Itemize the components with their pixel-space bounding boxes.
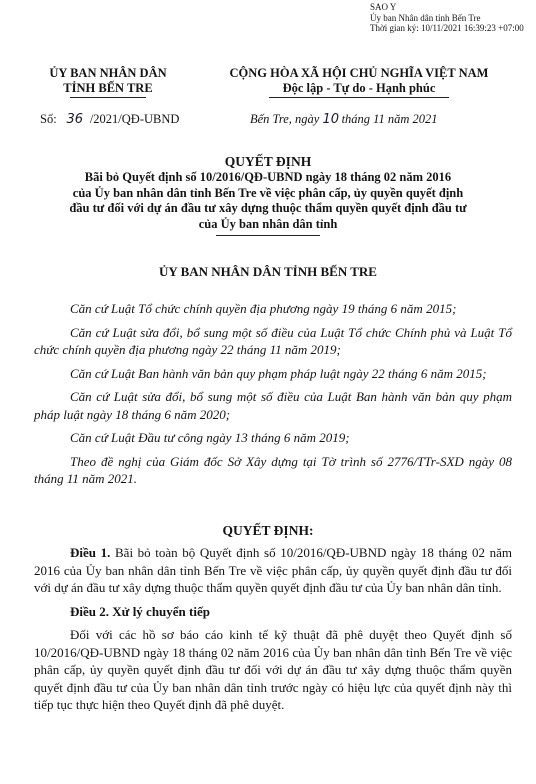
basis-item: Căn cứ Luật sửa đổi, bổ sung một số điều của Luật Tổ chức Chính phủ và Luật Tổ chức chính quyền địa phương ngày 22 tháng 11 năm 2019; xyxy=(34,324,512,357)
motto-underline xyxy=(269,97,449,98)
agency-line-2: TỈNH BẾN TRE xyxy=(63,81,153,95)
date-suffix: tháng 11 năm 2021 xyxy=(341,112,438,126)
ref-prefix: Số: xyxy=(40,112,57,126)
date-prefix: Bến Tre, ngày xyxy=(250,112,320,126)
title-line-2: của Ủy ban nhân dân tỉnh Bến Tre về việc phân cấp, ủy quyền quyết định xyxy=(72,185,464,200)
article-1-text: Bãi bỏ toàn bộ Quyết định số 10/2016/QĐ-UBND ngày 18 tháng 02 năm 2016 của Ủy ban nhân dân tỉnh Bến Tre về việc phân cấp, ủy quyền quyết định đầu tư đối với dự án đầu tư xây dựng thuộc thẩm quyền quyết định đầu tư của Ủy ban nhân dân tỉnh. xyxy=(34,545,513,595)
ref-suffix: /2021/QĐ-UBND xyxy=(89,112,180,126)
basis-item: Căn cứ Luật Tổ chức chính quyền địa phương ngày 19 tháng 6 năm 2015; xyxy=(70,301,457,316)
basis-item: Căn cứ Luật sửa đổi, bổ sung một số điều của Luật Ban hành văn bản quy phạm pháp luật ngày 18 tháng 6 năm 2020; xyxy=(34,389,512,422)
issuing-agency xyxy=(34,66,182,98)
document-title xyxy=(44,170,492,236)
title-line-4: của Ủy ban nhân dân tỉnh xyxy=(198,216,338,231)
title-line-3: đầu tư đối với dự án đầu tư xây dựng thuộc thẩm quyền quyết định đầu tư xyxy=(69,201,467,215)
motto-line-1: CỘNG HÒA XÃ HỘI CHỦ NGHĨA VIỆT NAM xyxy=(229,66,489,80)
date-day-handwritten: 10 xyxy=(322,112,339,127)
basis-item: Căn cứ Luật Ban hành văn bản quy phạm pháp luật ngày 22 tháng 6 năm 2015; xyxy=(70,365,487,381)
document-number xyxy=(40,112,179,127)
article-1-label: Điều 1. xyxy=(70,545,111,560)
articles xyxy=(34,544,512,720)
stamp-line-2: Ủy ban Nhân dân tỉnh Bến Tre xyxy=(370,12,481,23)
title-underline xyxy=(216,235,320,236)
basis-item: Căn cứ Luật Đầu tư công ngày 13 tháng 6 năm 2019; xyxy=(70,430,350,445)
basis-item: Theo đề nghị của Giám đốc Sở Xây dựng tại Tờ trình số 2776/TTr-SXD ngày 08 tháng 11 năm 2021. xyxy=(34,453,512,486)
article-2-title: Xử lý chuyển tiếp xyxy=(112,603,210,619)
document-date xyxy=(250,112,438,127)
title-line-1: Bãi bỏ Quyết định số 10/2016/QĐ-UBND ngày 18 tháng 02 năm 2016 xyxy=(84,170,452,184)
stamp-line-1: SAO Y xyxy=(370,2,397,12)
stamp-line-3: Thời gian ký: 10/11/2021 16:39:23 +07:00 xyxy=(370,23,524,33)
agency-underline xyxy=(70,97,146,98)
digital-signature-stamp xyxy=(370,2,532,34)
article-2-label: Điều 2. xyxy=(70,603,109,619)
article-2-text: Đối với các hồ sơ báo cáo kinh tế kỹ thuật đã phê duyệt theo Quyết định số 10/2016/QĐ-UBND ngày 18 tháng 02 năm 2016 của Ủy ban nhân dân tỉnh Bến Tre về việc phân cấp, ủy quyền quyết định đầu tư đối với dự án đầu tư xây dựng thuộc thẩm quyền quyết định đầu tư của Ủy ban nhân dân tỉnh trước ngày có hiệu lực của quyết định này thì tiếp tục thực hiện theo Quyết định đã phê duyệt. xyxy=(34,627,512,712)
national-motto xyxy=(194,66,524,98)
decision-heading: QUYẾT ĐỊNH: xyxy=(222,523,314,538)
article-1 xyxy=(34,544,512,597)
document-type-heading: QUYẾT ĐỊNH xyxy=(224,154,312,169)
issuer-heading: ỦY BAN NHÂN DÂN TỈNH BẾN TRE xyxy=(159,264,377,279)
motto-line-2: Độc lập - Tự do - Hạnh phúc xyxy=(282,81,436,95)
agency-line-1: ỦY BAN NHÂN DÂN xyxy=(49,66,167,80)
legal-basis xyxy=(34,300,512,494)
article-2-heading xyxy=(34,603,512,621)
ref-number-handwritten: 36 xyxy=(66,112,84,127)
